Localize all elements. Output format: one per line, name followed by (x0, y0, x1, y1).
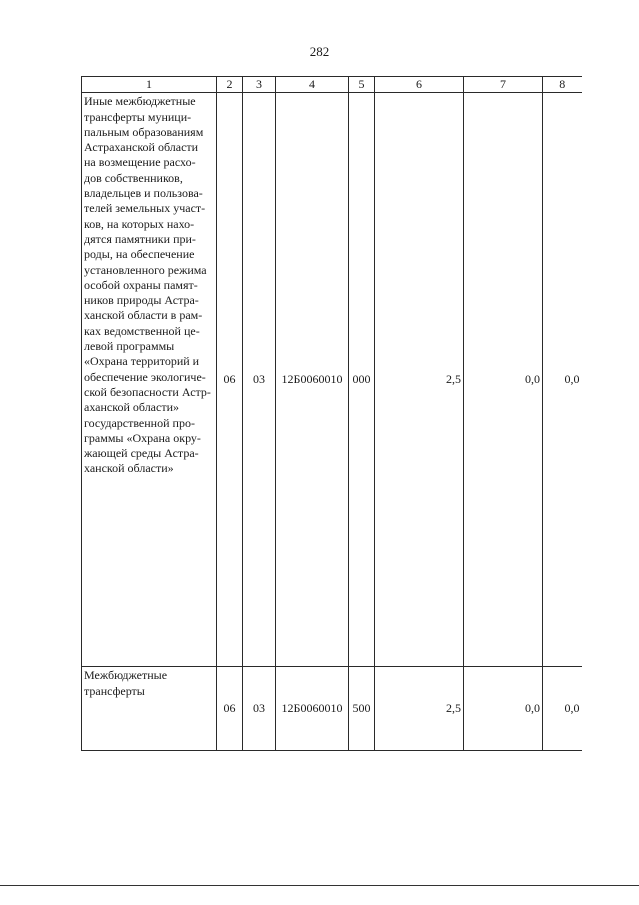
page-number: 282 (309, 44, 330, 59)
expense-type-code: 500 (349, 667, 375, 751)
description-line: трансферты муници- (84, 109, 192, 124)
target-article-code: 12Б0060010 (276, 667, 349, 751)
amount-col-6: 2,5 (375, 667, 464, 751)
header-col-8: 8 (543, 77, 582, 93)
description-line: владельцев и пользова- (84, 186, 203, 201)
description-line: жающей среды Астра- (84, 446, 199, 461)
row-description (82, 667, 217, 751)
section-code: 06 (217, 667, 243, 751)
header-col-5: 5 (349, 77, 375, 93)
description-line: ках ведомственной це- (84, 323, 200, 338)
description-line: государственной про- (84, 415, 195, 430)
description-line: ков, на которых нахо- (84, 216, 195, 231)
description-line: аханской области» (84, 400, 179, 415)
description-line: телей земельных участ- (84, 201, 206, 216)
description-line: Иные межбюджетные (84, 94, 196, 109)
table-header-row (82, 77, 582, 93)
description-line: трансферты (84, 683, 145, 698)
description-line: левой программы (84, 339, 175, 354)
expense-type-code: 000 (349, 93, 375, 667)
description-line: ской безопасности Астр- (84, 384, 211, 399)
header-col-1: 1 (82, 77, 217, 93)
budget-table (81, 76, 582, 751)
amount-col-6: 2,5 (375, 93, 464, 667)
amount-col-8: 0,0 (543, 667, 582, 751)
subsection-code: 03 (243, 93, 276, 667)
description-line: дов собственников, (84, 170, 183, 185)
description-line: дятся памятники при- (84, 231, 196, 246)
description-line: особой охраны памят- (84, 277, 198, 292)
table-row (82, 93, 582, 667)
header-col-2: 2 (217, 77, 243, 93)
page-bottom-rule (0, 885, 639, 886)
header-col-3: 3 (243, 77, 276, 93)
description-line: роды, на обеспечение (84, 247, 195, 262)
table-row (82, 667, 582, 751)
amount-col-8: 0,0 (543, 93, 582, 667)
header-col-7: 7 (464, 77, 543, 93)
description-line: установленного режима (84, 262, 207, 277)
description-line: ханской области» (84, 461, 174, 476)
row-description (82, 93, 217, 667)
description-line: на возмещение расхо- (84, 155, 196, 170)
target-article-code: 12Б0060010 (276, 93, 349, 667)
description-line: ханской области в рам- (84, 308, 203, 323)
header-col-4: 4 (276, 77, 349, 93)
description-line: обеспечение экологиче- (84, 369, 206, 384)
description-line: граммы «Охрана окру- (84, 430, 201, 445)
subsection-code: 03 (243, 667, 276, 751)
section-code: 06 (217, 93, 243, 667)
description-line: ников природы Астра- (84, 293, 199, 308)
description-line: Астраханской области (84, 140, 199, 155)
description-line: пальным образованиям (84, 124, 204, 139)
amount-col-7: 0,0 (464, 93, 543, 667)
description-line: Межбюджетные (84, 668, 168, 683)
header-col-6: 6 (375, 77, 464, 93)
amount-col-7: 0,0 (464, 667, 543, 751)
description-line: «Охрана территорий и (84, 354, 200, 369)
